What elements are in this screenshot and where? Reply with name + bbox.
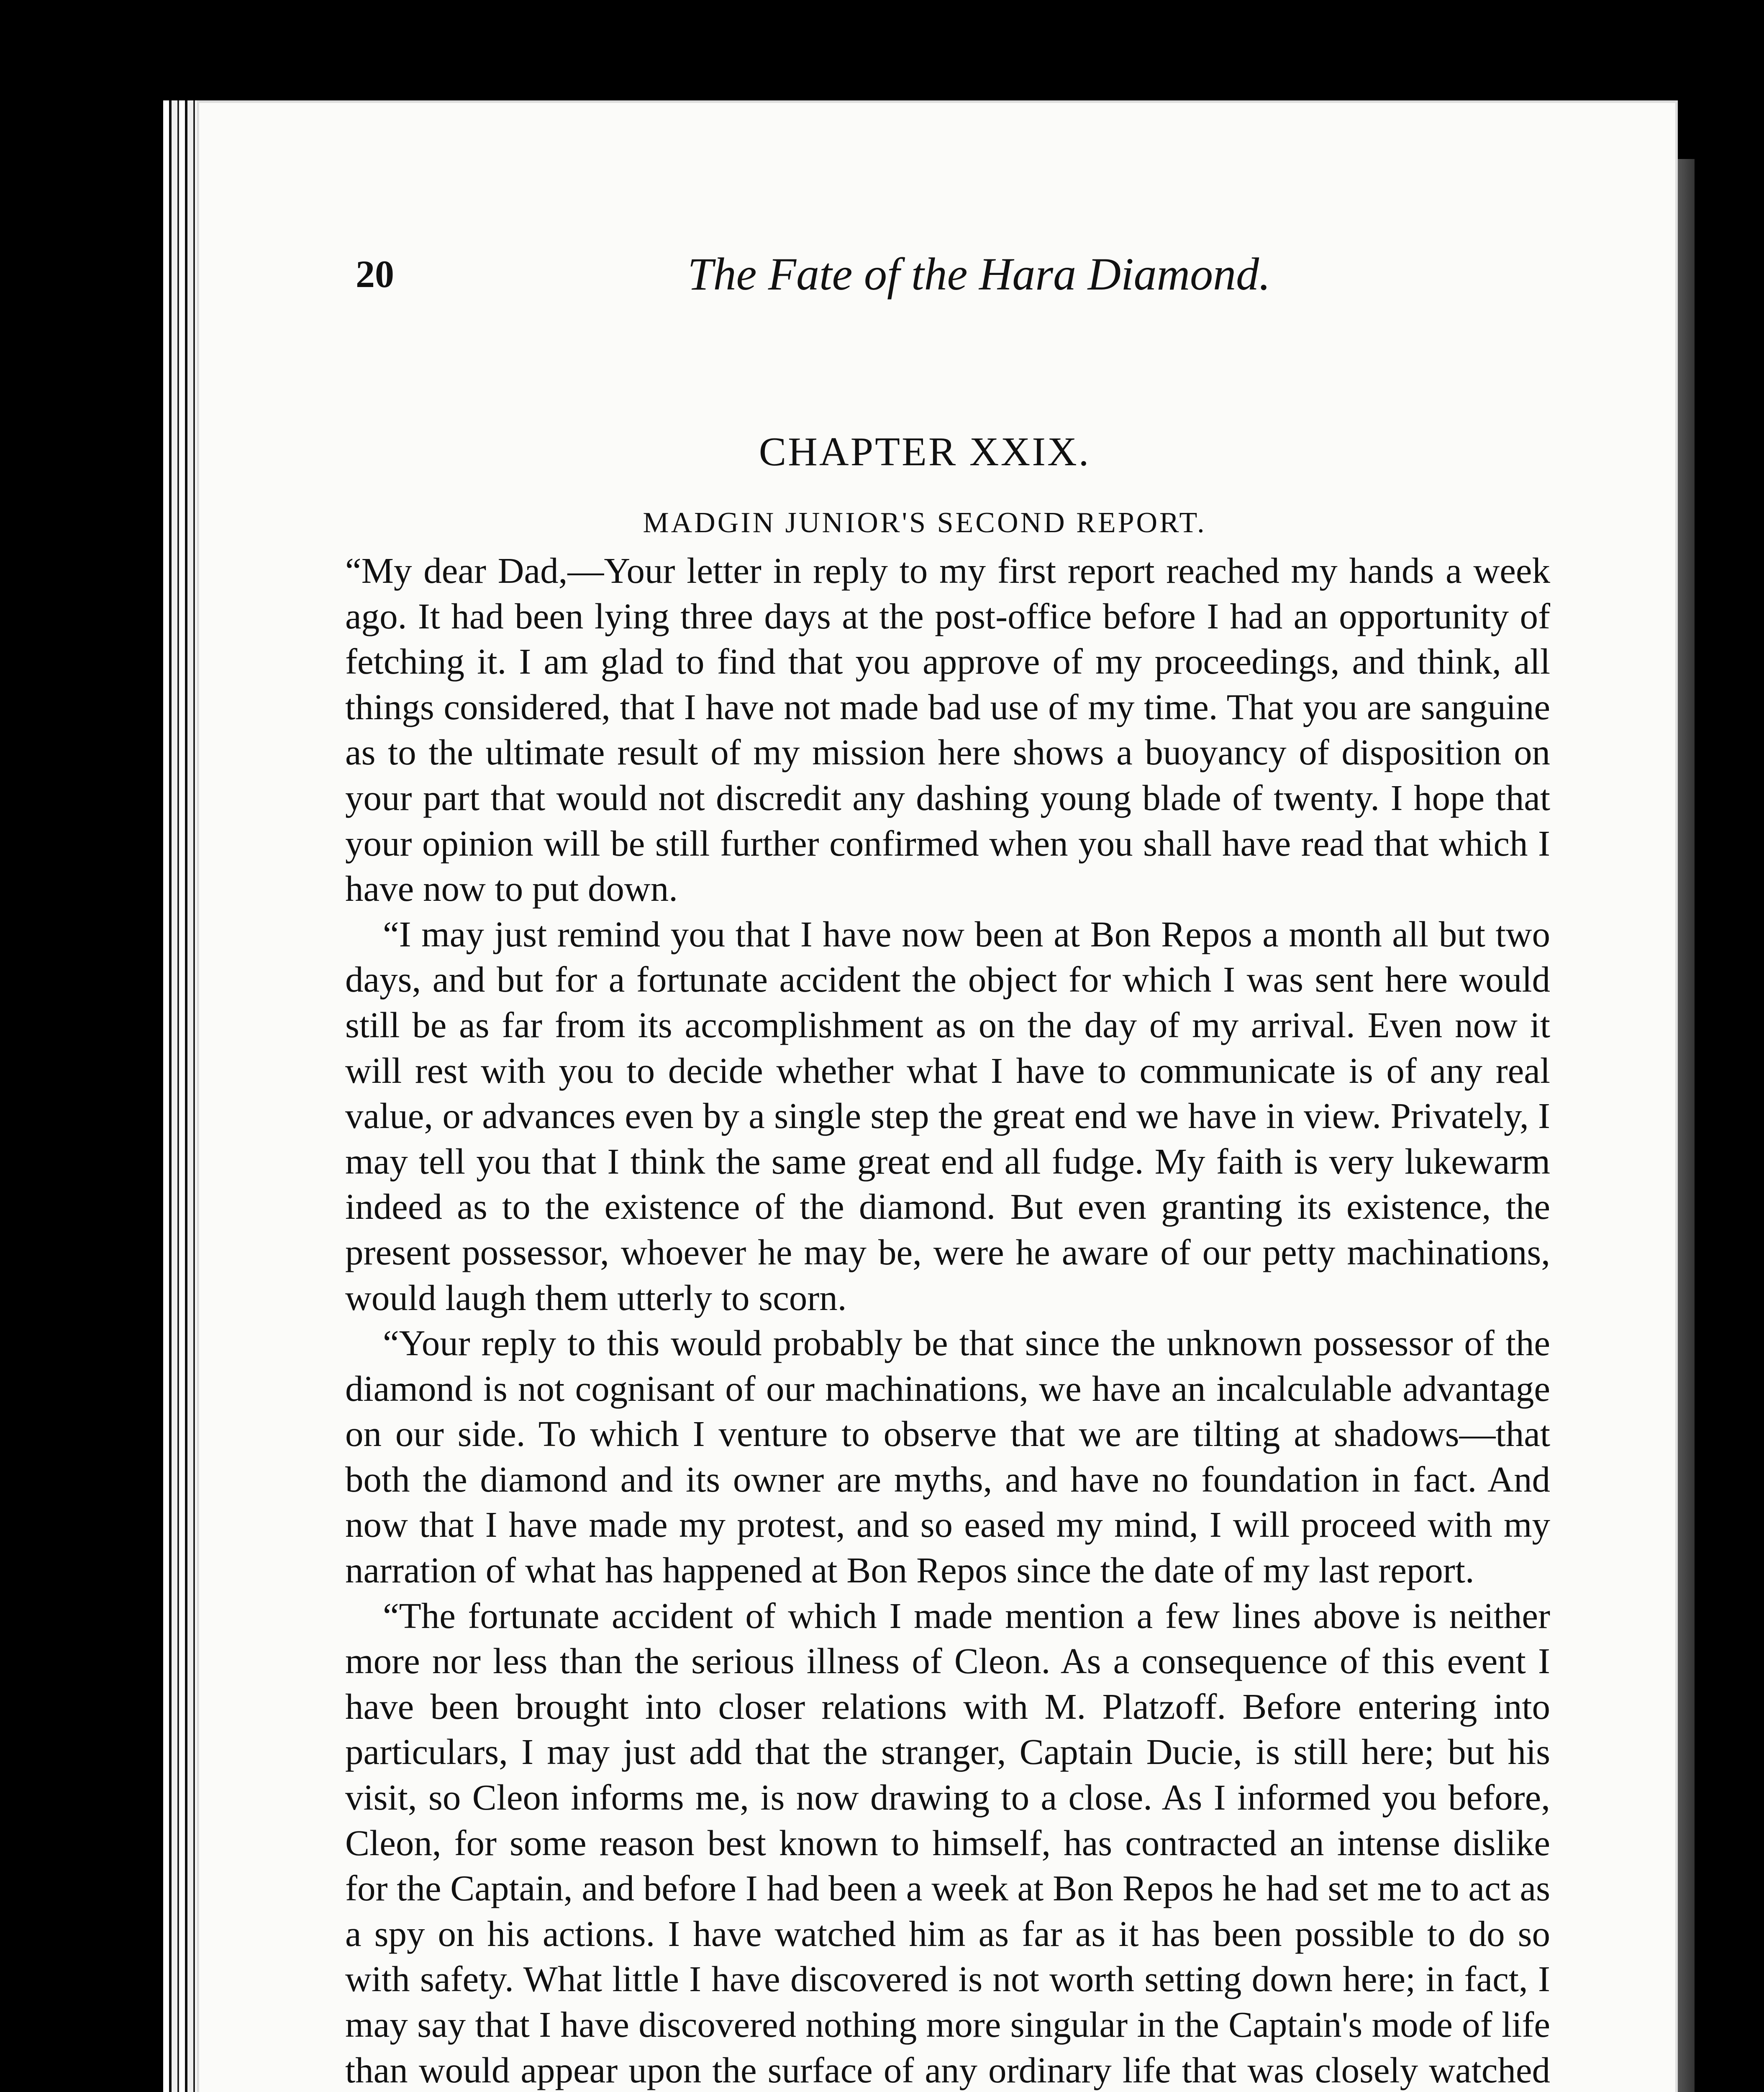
body-text <box>345 548 1550 2092</box>
paragraph: “My dear Dad,—Your letter in reply to my first report reached my hands a week ago. It had been lying three days at the post-office before I had an opportunity of fetching it. I am glad to find that you approve of my proceedings, and think, all things considered, that I have not made bad use of my time. That you are sanguine as to the ultimate result of my mission here shows a buoyancy of disposition on your part that would not discredit any dashing young blade of twenty. I hope that your opinion will be still further confirmed when you shall have read that which I have now to put down. <box>345 550 1550 909</box>
paragraph: “The fortunate accident of which I made mention a few lines above is neither more nor less than the serious illness of Cleon. As a consequence of this event I have been brought into closer relations with M. Platzoff. Before entering into particulars, I may just add that the stranger, Captain Ducie, is still here; but his visit, so Cleon informs me, is now drawing to a close. As I informed you before, Cleon, for some reason best known to himself, has contracted an intense dislike for the Captain, and before I had been a week at Bon Repos he had set me to act as a spy on his actions. I have watched him as far as it has been possible to do so with safety. What little I have discovered is not worth setting down here; in fact, I may say that I have discovered nothing more singular in the Captain's mode of life than would appear upon the surface of any ordinary life that was closely watched <box>345 1595 1550 2090</box>
chapter-title: CHAPTER XXIX. <box>759 429 1091 474</box>
paragraph: “I may just remind you that I have now been at Bon Repos a month all but two days, and but for a fortunate accident the object for which I was sent here would still be as far from its accomplishment as on the day of my arrival. Even now it will rest with you to decide whether what I have to communicate is of any real value, or advances even by a single step the great end we have in view. Privately, I may tell you that I think the same great end all fudge. My faith is very lukewarm indeed as to the existence of the diamond. But even granting its existence, the present possessor, whoever he may be, were he aware of our petty machinations, would laugh them utterly to scorn. <box>345 913 1550 1318</box>
paragraph: “Your reply to this would probably be that since the unknown possessor of the diamond is not cognisant of our machinations, we have an incalculable advantage on our side. To which I venture to observe that we are tilting at shadows—that both the diamond and its owner are myths, and have no foundation in fact. And now that I have made my protest, and so eased my mind, I will proceed with my narration of what has happened at Bon Repos since the date of my last report. <box>345 1323 1550 1591</box>
running-head-title: The Fate of the Hara Diamond. <box>687 249 1271 300</box>
book-page-edge-right <box>1678 159 1695 2092</box>
book-page-edges-left <box>163 100 201 2092</box>
chapter-subtitle: MADGIN JUNIOR'S SECOND REPORT. <box>643 507 1207 539</box>
running-head <box>356 243 1494 305</box>
page-number: 20 <box>356 253 394 295</box>
book-page <box>197 100 1678 2092</box>
